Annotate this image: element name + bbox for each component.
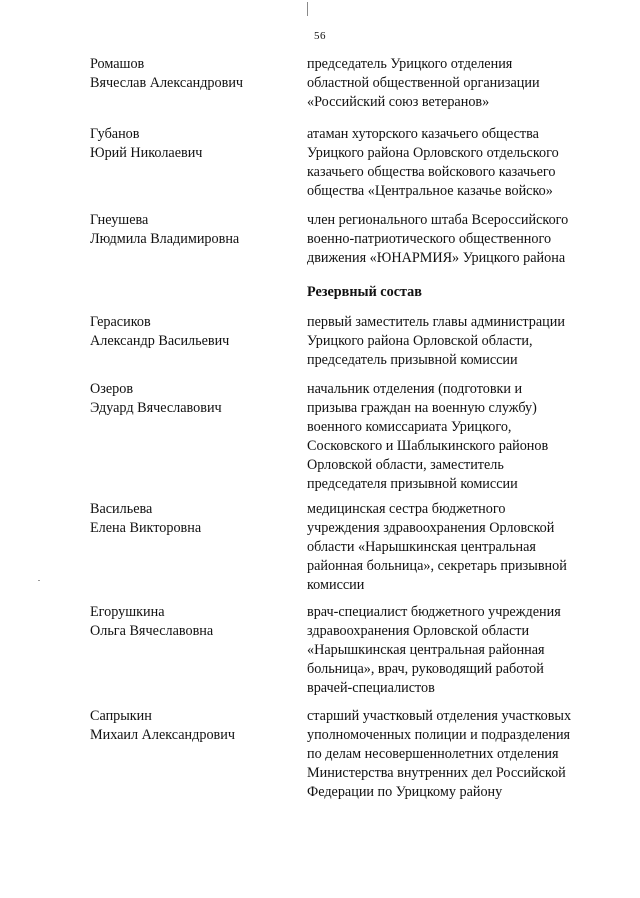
member-role (307, 500, 607, 595)
role-line: атаман хуторского казачьего общества (307, 126, 539, 142)
role-line: уполномоченных полиции и подразделения (307, 727, 571, 743)
member-role (307, 313, 607, 370)
member-surname: Ромашов (90, 56, 145, 72)
member-name (90, 211, 300, 249)
member-name (90, 707, 300, 745)
role-line: председатель призывной комиссии (307, 352, 518, 368)
member-name (90, 603, 300, 641)
role-line: «Российский союз ветеранов» (307, 94, 490, 110)
role-line: здравоохранения Орловской области (307, 623, 530, 639)
role-line: Урицкого района Орловского отдельского (307, 145, 559, 161)
member-role (307, 211, 607, 268)
member-name (90, 313, 300, 351)
role-line: призыва граждан на военную службу) (307, 400, 537, 416)
member-surname: Герасиков (90, 314, 151, 330)
role-line: медицинская сестра бюджетного (307, 501, 506, 517)
member-name (90, 55, 300, 93)
page-number: 56 (314, 30, 326, 42)
member-surname: Егорушкина (90, 604, 165, 620)
member-surname: Гнеушева (90, 212, 149, 228)
member-role (307, 707, 607, 802)
role-line: военно-патриотического общественного (307, 231, 552, 247)
role-line: старший участковый отделения участковых (307, 708, 572, 724)
member-given-names: Вячеслав Александрович (90, 75, 244, 91)
role-line: военного комиссариата Урицкого, (307, 419, 512, 435)
role-line: Министерства внутренних дел Российской (307, 765, 566, 781)
role-line: районная больница», секретарь призывной (307, 558, 567, 574)
section-heading: Резервный состав (307, 284, 422, 300)
role-line: «Нарышкинская центральная районная (307, 642, 545, 658)
role-line: больница», врач, руководящий работой (307, 661, 544, 677)
member-role (307, 125, 607, 201)
member-name (90, 500, 300, 538)
member-surname: Озеров (90, 381, 134, 397)
role-line: движения «ЮНАРМИЯ» Урицкого района (307, 250, 566, 266)
role-line: врачей-специалистов (307, 680, 435, 696)
member-surname: Губанов (90, 126, 140, 142)
role-line: Сосковского и Шаблыкинского районов (307, 438, 549, 454)
member-role (307, 55, 607, 112)
role-line: Орловской области, заместитель (307, 457, 504, 473)
role-line: член регионального штаба Всероссийского (307, 212, 569, 228)
role-line: общества «Центральное казачье войско» (307, 183, 553, 199)
member-given-names: Елена Викторовна (90, 520, 202, 536)
member-role (307, 603, 607, 698)
role-line: по делам несовершеннолетних отделения (307, 746, 559, 762)
role-line: председателя призывной комиссии (307, 476, 518, 492)
role-line: комиссии (307, 577, 365, 593)
role-line: врач-специалист бюджетного учреждения (307, 604, 561, 620)
member-role (307, 380, 607, 494)
member-surname: Васильева (90, 501, 153, 517)
member-surname: Сапрыкин (90, 708, 152, 724)
member-given-names: Эдуард Вячеславович (90, 400, 222, 416)
scan-artifact-line (307, 2, 308, 16)
role-line: областной общественной организации (307, 75, 540, 91)
member-given-names: Людмила Владимировна (90, 231, 240, 247)
member-given-names: Ольга Вячеславовна (90, 623, 214, 639)
role-line: Урицкого района Орловской области, (307, 333, 533, 349)
role-line: Федерации по Урицкому району (307, 784, 503, 800)
role-line: первый заместитель главы администрации (307, 314, 565, 330)
member-name (90, 380, 300, 418)
member-given-names: Михаил Александрович (90, 727, 235, 743)
member-given-names: Юрий Николаевич (90, 145, 203, 161)
role-line: учреждения здравоохранения Орловской (307, 520, 555, 536)
role-line: начальник отделения (подготовки и (307, 381, 523, 397)
role-line: казачьего общества войскового казачьего (307, 164, 556, 180)
scan-artifact-dot (38, 580, 40, 581)
member-given-names: Александр Васильевич (90, 333, 230, 349)
role-line: области «Нарышкинская центральная (307, 539, 536, 555)
role-line: председатель Урицкого отделения (307, 56, 513, 72)
member-name (90, 125, 300, 163)
